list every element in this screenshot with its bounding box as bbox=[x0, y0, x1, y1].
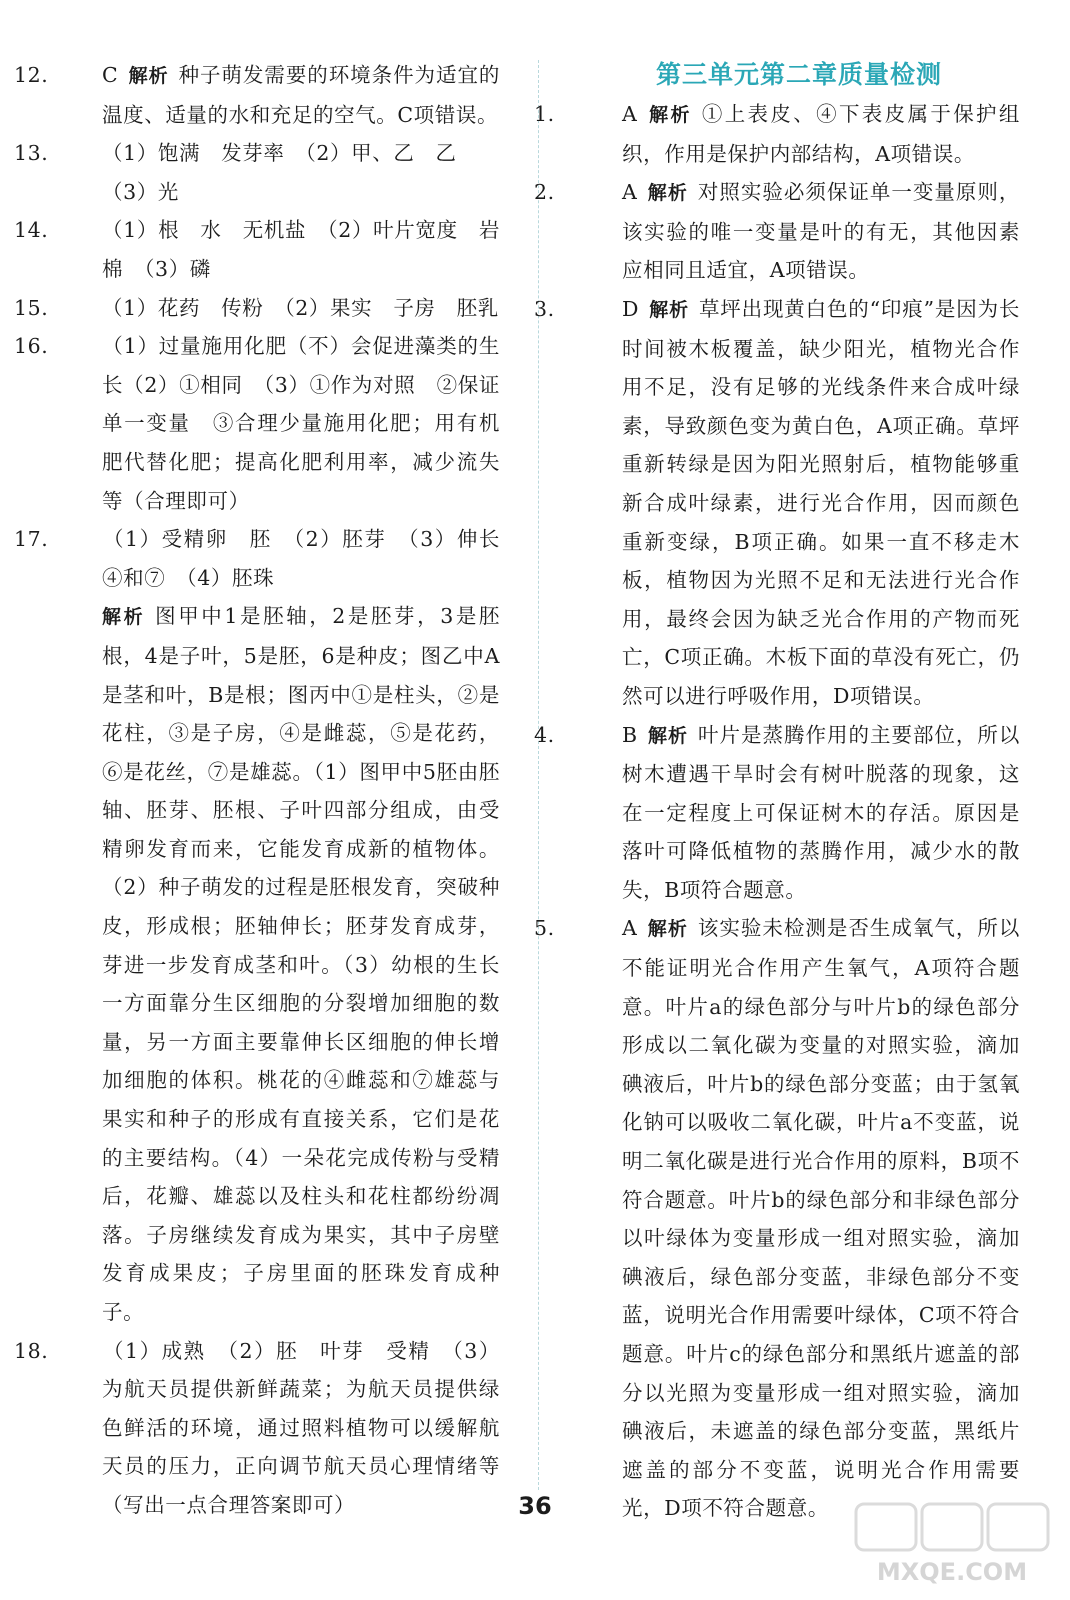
answer-text: （1）根 水 无机盐 （2）叶片宽度 岩棉 （3）磷 bbox=[102, 218, 500, 281]
answer-13 bbox=[14, 134, 500, 173]
answer-text: 叶片是蒸腾作用的主要部位，所以树木遭遇干旱时会有树叶脱落的现象，这在一定程度上可保证树木的存活。原因是落叶可降低植物的蒸腾作用，减少水的散失，B项符合题意。 bbox=[622, 722, 1021, 902]
answer-text: （1）花药 传粉 （2）果实 子房 胚乳 bbox=[102, 295, 499, 320]
answer-1 bbox=[534, 95, 1020, 173]
question-number: 15. bbox=[14, 295, 49, 320]
answer-15 bbox=[14, 289, 500, 328]
question-number: 14. bbox=[14, 218, 49, 243]
question-number: 1. bbox=[534, 102, 555, 126]
answer-17 bbox=[14, 520, 500, 597]
page-number: 36 bbox=[518, 1492, 552, 1520]
answer-letter: D bbox=[622, 296, 640, 321]
section-title: 第三单元第二章质量检测 bbox=[655, 60, 942, 89]
analysis-label: 解析 bbox=[128, 65, 169, 87]
question-number: 4. bbox=[534, 722, 555, 747]
analysis-label: 解析 bbox=[647, 104, 692, 126]
answer-text: 草坪出现黄白色的“印痕”是因为长时间被木板覆盖，缺少阳光，植物光合作用不足，没有足够的光线条件来合成叶绿素，导致颜色变为黄白色，A项正确。草坪重新转绿是因为阳光照射后，植物能够重新合成叶绿素，进行光合作用，因而颜色重新变绿，B项正确。如果一直不移走木板，植物因为光照不足和无法进行光合作用，最终会因为缺乏光合作用的产物而死亡，C项正确。木板下面的草没有死亡，仍然可以进行呼吸作用，D项错误。 bbox=[622, 296, 1021, 708]
question-number: 5. bbox=[534, 916, 555, 941]
answer-text: （1）饱满 发芽率 （2）甲、乙 乙 bbox=[102, 141, 457, 166]
column-divider bbox=[538, 60, 539, 1490]
answer-4 bbox=[534, 716, 1021, 910]
answer-text: （3）光 bbox=[102, 179, 179, 204]
question-number: 12. bbox=[14, 63, 49, 87]
question-number: 3. bbox=[534, 296, 555, 321]
analysis-label: 解析 bbox=[647, 182, 688, 205]
answer-17-analysis bbox=[58, 597, 500, 1331]
answer-letter: A bbox=[622, 180, 638, 205]
question-number: 17. bbox=[14, 527, 49, 552]
answer-text: （1）成熟 （2）胚 叶芽 受精 （3）为航天员提供新鲜蔬菜；为航天员提供绿色鲜活的环境，通过照料植物可以缓解航天员的压力，正向调节航天员心理情绪等（写出一点合理答案即可） bbox=[102, 1338, 500, 1517]
answer-text: 对照实验必须保证单一变量原则，该实验的唯一变量是叶的有无，其他因素应相同且适宜，A项错误。 bbox=[622, 180, 1021, 283]
answer-16 bbox=[14, 327, 500, 520]
question-number: 2. bbox=[534, 180, 555, 205]
answer-text: ①上表皮、④下表皮属于保护组织，作用是保护内部结构，A项错误。 bbox=[622, 102, 1020, 166]
answer-2 bbox=[534, 173, 1021, 290]
left-column bbox=[14, 56, 501, 1525]
answer-14 bbox=[14, 211, 500, 288]
answer-12 bbox=[14, 56, 501, 134]
answer-text: （1）受精卵 胚 （2）胚芽 （3）伸长④和⑦ （4）胚珠 bbox=[102, 527, 500, 590]
analysis-label: 解析 bbox=[647, 724, 689, 747]
question-number: 13. bbox=[14, 141, 49, 166]
answer-3 bbox=[534, 290, 1021, 716]
answer-13-line2 bbox=[58, 173, 500, 212]
analysis-text: 图甲中1是胚轴，2是胚芽，3是胚根，4是子叶，5是胚，6是种皮；图乙中A是茎和叶，B是根；图丙中①是柱头，②是花柱，③是子房，④是雌蕊，⑤是花药，⑥是花丝，⑦是雄蕊。（1）图甲中5胚由胚轴、胚芽、胚根、子叶四部分组成，由受精卵发育而来，它能发育成新的植物体。（2）种子萌发的过程是胚根发育，突破种皮，形成根；胚轴伸长；胚芽发育成芽，芽进一步发育成茎和叶。（3）幼根的生长一方面靠分生区细胞的分裂增加细胞的数量，另一方面主要靠伸长区细胞的伸长增加细胞的体积。桃花的④雌蕊和⑦雄蕊与果实和种子的形成有直接关系，它们是花的主要结构。（4）一朵花完成传粉与受精后，花瓣、雄蕊以及柱头和花柱都纷纷凋落。子房继续发育成为果实，其中子房壁发育成果皮；子房里面的胚珠发育成种子。 bbox=[102, 604, 500, 1324]
answer-letter: A bbox=[622, 916, 638, 941]
question-number: 16. bbox=[14, 334, 49, 359]
analysis-label: 解析 bbox=[647, 918, 688, 941]
answer-text: 该实验未检测是否生成氧气，所以不能证明光合作用产生氧气，A项符合题意。叶片a的绿色部分与叶片b的绿色部分形成以二氧化碳为变量的对照实验，滴加碘液后，叶片b的绿色部分变蓝；由于氢氧化钠可以吸收二氧化碳，叶片a不变蓝，说明二氧化碳是进行光合作用的原料，B项不符合题意。叶片b的绿色部分和非绿色部分以叶绿体为变量形成一组对照实验，滴加碘液后，绿色部分变蓝，非绿色部分不变蓝，说明光合作用需要叶绿体，C项不符合题意。叶片c的绿色部分和黑纸片遮盖的部分以光照为变量形成一组对照实验，滴加碘液后，未遮盖的绿色部分变蓝，黑纸片遮盖的部分不变蓝，说明光合作用需要光，D项不符合题意。 bbox=[622, 916, 1021, 1521]
question-number: 18. bbox=[14, 1338, 49, 1363]
watermark-logo bbox=[852, 1498, 1052, 1588]
answer-text: （1）过量施用化肥（不）会促进藻类的生长（2）①相同 （3）①作为对照 ②保证单一变量 ③合理少量施用化肥；用有机肥代替化肥；提高化肥利用率，减少流失等（合理即可） bbox=[102, 334, 500, 513]
analysis-label: 解析 bbox=[649, 298, 689, 321]
analysis-label: 解析 bbox=[102, 606, 146, 629]
answer-letter: C bbox=[102, 63, 119, 87]
answer-letter: A bbox=[622, 102, 638, 126]
watermark-text: MXQE.COM bbox=[876, 1558, 1028, 1586]
answer-letter: B bbox=[622, 722, 638, 747]
answer-text: 种子萌发需要的环境条件为适宜的温度、适量的水和充足的空气。C项错误。 bbox=[102, 63, 501, 127]
